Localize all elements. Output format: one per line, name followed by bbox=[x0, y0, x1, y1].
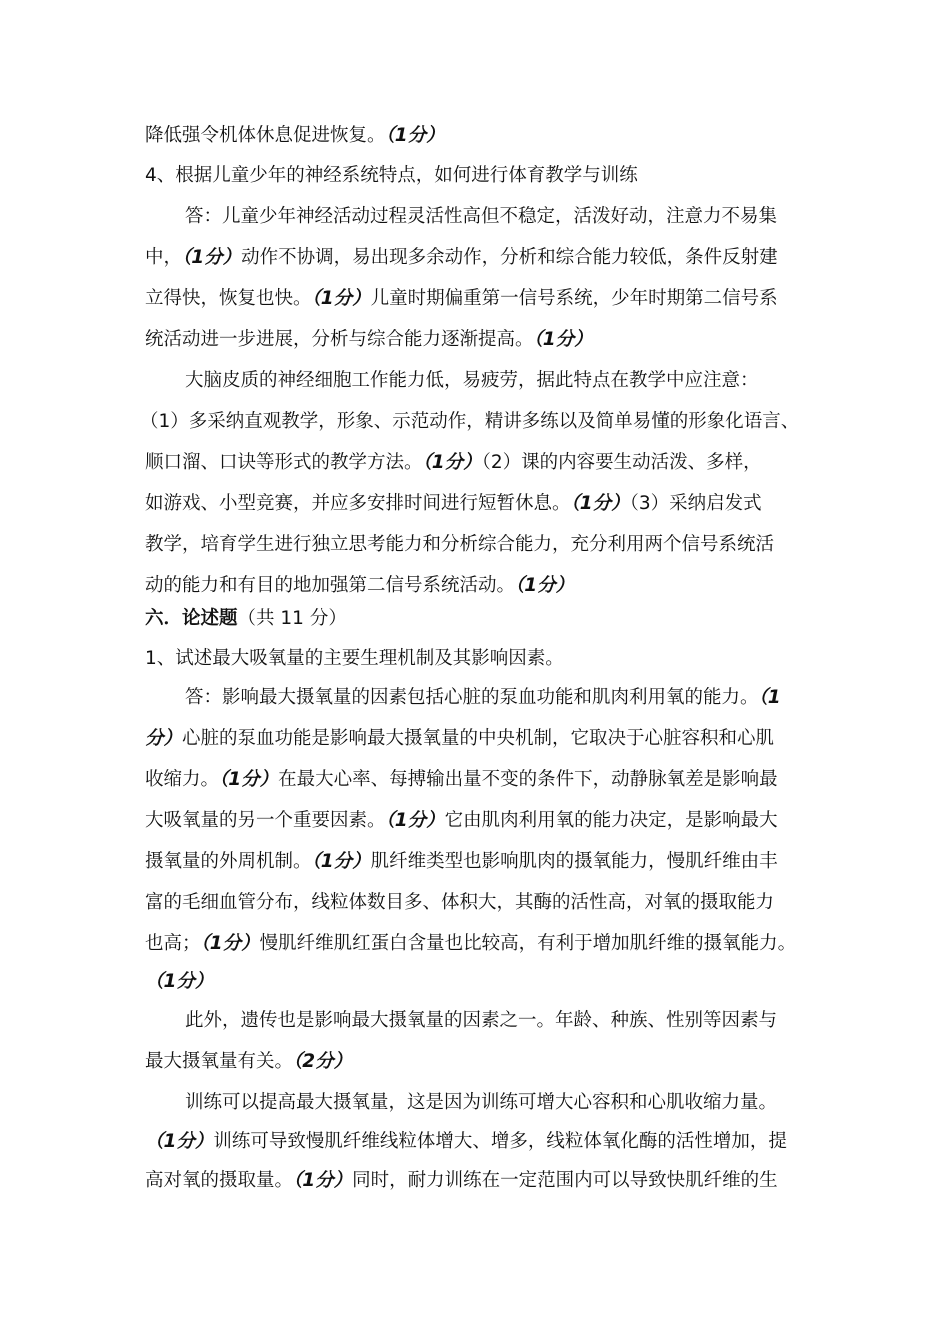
score-note: （1分） bbox=[293, 1170, 353, 1191]
answer-line bbox=[185, 685, 781, 711]
section-points: （共 11 分） bbox=[237, 608, 347, 629]
score-note: （1分） bbox=[145, 971, 214, 992]
text-line bbox=[145, 890, 774, 916]
score-note: （1分） bbox=[533, 329, 593, 350]
line-text: 顺口溜、口诀等形式的教学方法。 bbox=[145, 452, 423, 473]
question-text: 4、根据儿童少年的神经系统特点，如何进行体育教学与训练 bbox=[145, 165, 638, 186]
text-line bbox=[145, 286, 778, 312]
question-4 bbox=[145, 163, 638, 189]
score-note: （1分） bbox=[385, 810, 445, 831]
line-text: （1）多采纳直观教学，形象、示范动作，精讲多练以及简单易懂的形象化语言、 bbox=[140, 411, 800, 432]
score-note: （1分） bbox=[311, 851, 371, 872]
paragraph-line bbox=[185, 1008, 777, 1034]
paragraph-line bbox=[185, 1090, 777, 1116]
line-text: 动的能力和有目的地加强第二信号系统活动。 bbox=[145, 575, 516, 596]
text-line bbox=[145, 849, 778, 875]
line-text: 同时，耐力训练在一定范围内可以导致快肌纤维的生 bbox=[352, 1170, 778, 1191]
question-1 bbox=[145, 646, 564, 672]
text-line bbox=[145, 726, 774, 752]
line-text: 慢肌纤维肌红蛋白含量也比较高，有利于增加肌纤维的摄氧能力。 bbox=[259, 933, 797, 954]
text-line bbox=[145, 245, 778, 271]
line-text: 如游戏、小型竞赛，并应多安排时间进行短暂休息。 bbox=[145, 493, 571, 514]
score-note: （1分） bbox=[515, 575, 575, 596]
line-text: （3）采纳启发式 bbox=[629, 493, 762, 514]
line-text: 中， bbox=[145, 247, 183, 268]
question-text: 1、试述最大吸氧量的主要生理机制及其影响因素。 bbox=[145, 648, 564, 669]
line-text: 大脑皮质的神经细胞工作能力低，易疲劳，据此特点在教学中应注意： bbox=[185, 370, 759, 391]
text-line bbox=[145, 327, 593, 353]
text-line bbox=[145, 450, 762, 476]
text-line bbox=[145, 532, 774, 558]
section-title: 六．论述题 bbox=[145, 608, 238, 629]
line-text: 高对氧的摄取量。 bbox=[145, 1170, 294, 1191]
line-text: 答：儿童少年神经活动过程灵活性高但不稳定，活泼好动，注意力不易集 bbox=[185, 206, 778, 227]
line-text: 儿童时期偏重第一信号系统，少年时期第二信号系 bbox=[370, 288, 778, 309]
answer-line bbox=[185, 204, 777, 230]
text-line bbox=[145, 1129, 787, 1155]
line-text: 收缩力。 bbox=[145, 769, 220, 790]
text-line bbox=[145, 123, 445, 149]
line-text: 训练可以提高最大摄氧量，这是因为训练可增大心容积和心肌收缩力量。 bbox=[185, 1092, 778, 1113]
text-line bbox=[145, 1168, 778, 1194]
score-note: （1分） bbox=[311, 288, 371, 309]
line-text: 摄氧量的外周机制。 bbox=[145, 851, 312, 872]
line-text: 统活动进一步进展，分析与综合能力逐渐提高。 bbox=[145, 329, 534, 350]
score-note: （1分） bbox=[200, 933, 260, 954]
score-note: （1分） bbox=[385, 125, 445, 146]
line-text: 肌纤维类型也影响肌肉的摄氧能力，慢肌纤维由丰 bbox=[370, 851, 778, 872]
line-text: 在最大心率、每搏输出量不变的条件下，动静脉氧差是影响最 bbox=[278, 769, 778, 790]
score-note: （2分） bbox=[293, 1051, 353, 1072]
line-text: 它由肌肉利用氧的能力决定，是影响最大 bbox=[444, 810, 778, 831]
section-heading bbox=[145, 606, 347, 632]
text-line bbox=[145, 969, 213, 995]
line-text: 此外，遗传也是影响最大摄氧量的因素之一。年龄、种族、性别等因素与 bbox=[185, 1010, 778, 1031]
text-line bbox=[140, 409, 799, 435]
line-text: 富的毛细血管分布，线粒体数目多、体积大，其酶的活性高，对氧的摄取能力 bbox=[145, 892, 775, 913]
paragraph-line bbox=[185, 368, 759, 394]
score-note: （1 bbox=[758, 687, 781, 708]
score-note: （1分） bbox=[219, 769, 279, 790]
line-text: 动作不协调，易出现多余动作，分析和综合能力较低，条件反射建 bbox=[241, 247, 778, 268]
line-text: 最大摄氧量有关。 bbox=[145, 1051, 294, 1072]
line-text: 大吸氧量的另一个重要因素。 bbox=[145, 810, 386, 831]
text-line bbox=[145, 573, 574, 599]
score-note: （1分） bbox=[145, 1131, 214, 1152]
line-text: 也高； bbox=[145, 933, 201, 954]
line-text: 心脏的泵血功能是影响最大摄氧量的中央机制，它取决于心脏容积和心肌 bbox=[182, 728, 775, 749]
line-text: 答：影响最大摄氧量的因素包括心脏的泵血功能和肌肉利用氧的能力。 bbox=[185, 687, 759, 708]
line-text: 教学，培育学生进行独立思考能力和分析综合能力，充分利用两个信号系统活 bbox=[145, 534, 775, 555]
score-note: （1分） bbox=[422, 452, 482, 473]
score-note: （1分） bbox=[570, 493, 630, 514]
text-line bbox=[145, 1049, 352, 1075]
text-line bbox=[145, 767, 778, 793]
line-text: （2）课的内容要生动活泼、多样， bbox=[481, 452, 762, 473]
score-note: 分） bbox=[145, 728, 183, 749]
line-text: 训练可导致慢肌纤维线粒体增大、增多，线粒体氧化酶的活性增加，提 bbox=[213, 1131, 787, 1152]
text-line bbox=[145, 491, 762, 517]
text-line bbox=[145, 931, 796, 957]
line-text: 立得快，恢复也快。 bbox=[145, 288, 312, 309]
text-line bbox=[145, 808, 778, 834]
score-note: （1分） bbox=[182, 247, 242, 268]
line-text: 降低强令机体休息促进恢复。 bbox=[145, 125, 386, 146]
